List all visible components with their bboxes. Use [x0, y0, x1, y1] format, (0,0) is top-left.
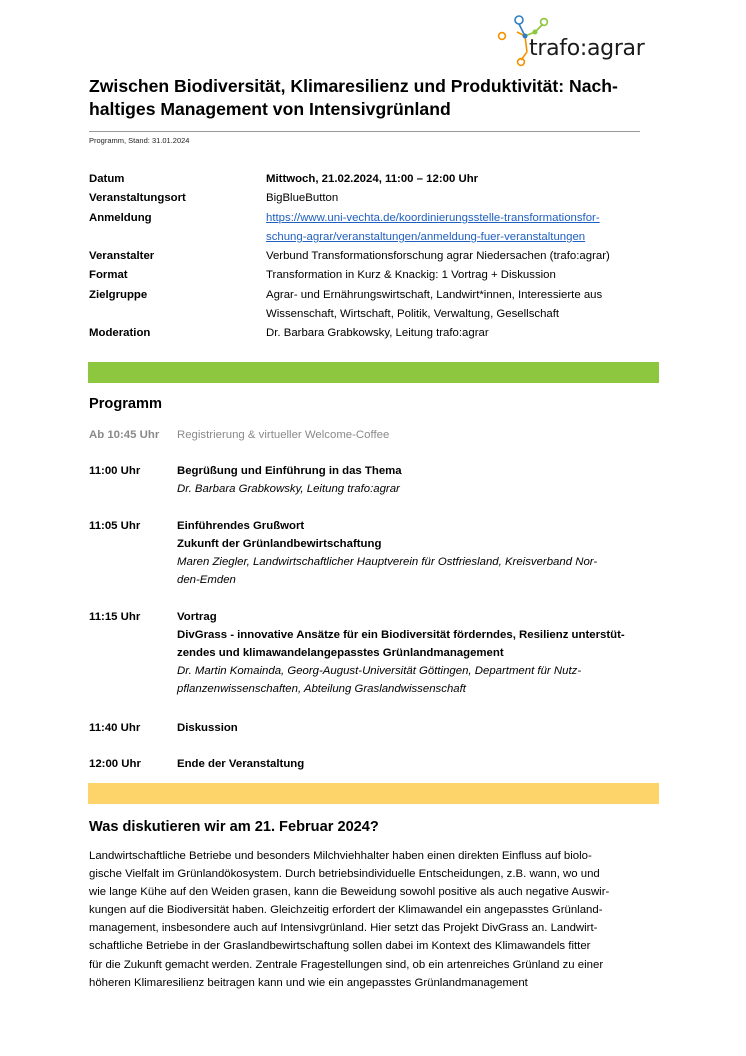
program-item-grusswort: [89, 517, 669, 589]
format-label: Format: [89, 269, 128, 282]
program-item-welcome: [89, 426, 669, 444]
body-line: management, insbesondere auch auf Intensivgrünland. Hier setzt das Projekt DivGrass an. Landwirt-: [89, 922, 598, 935]
info-row-zielgruppe: [89, 286, 669, 325]
yellow-separator-band: [88, 783, 659, 804]
program-person: Maren Ziegler, Landwirtschaftlicher Hauptverein für Ostfriesland, Kreisverband Nor-: [177, 556, 598, 568]
body-line: schaftliche Betriebe in der Graslandbewirtschaftung sollen dabei im Kontext des Klimawandels fitter: [89, 940, 591, 953]
ort-label: Veranstaltungsort: [89, 192, 186, 205]
moderation-value: Dr. Barbara Grabkowsky, Leitung trafo:agrar: [266, 327, 489, 340]
program-title: Vortrag: [177, 611, 217, 623]
body-line: für die Zukunft gemacht werden. Zentrale Fragestellungen sind, ob ein artenreiches Grünland zu einer: [89, 958, 604, 971]
title-line-1: Zwischen Biodiversität, Klimaresilienz und Produktivität: Nach-: [89, 76, 618, 96]
zielgruppe-line-2: Wissenschaft, Wirtschaft, Politik, Verwaltung, Gesellschaft: [266, 308, 560, 321]
program-status-date: Programm, Stand: 31.01.2024: [89, 136, 190, 145]
program-subtitle: DivGrass - innovative Ansätze für ein Biodiversität förderndes, Resilienz unterstüt-: [177, 629, 625, 641]
logo-wordmark: trafo:agrar: [529, 36, 645, 61]
event-info-table: [89, 170, 669, 344]
discussion-heading: Was diskutieren wir am 21. Februar 2024?: [89, 819, 379, 835]
info-row-ort: [89, 189, 669, 208]
body-line: höheren Klimaresilienz beitragen kann und wie ein angepasstes Grünlandmanagement: [89, 976, 528, 989]
zielgruppe-label: Zielgruppe: [89, 288, 148, 301]
zielgruppe-value: [266, 286, 669, 325]
info-row-datum: [89, 170, 669, 189]
datum-value: Mittwoch, 21.02.2024, 11:00 – 12:00 Uhr: [266, 173, 479, 185]
title-divider: [89, 131, 640, 132]
program-subtitle: Zukunft der Grünlandbewirtschaftung: [177, 538, 382, 550]
info-row-format: [89, 266, 669, 285]
zielgruppe-line-1: Agrar- und Ernährungswirtschaft, Landwirt*innen, Interessierte aus: [266, 288, 603, 301]
program-item-vortrag: [89, 608, 669, 698]
ort-value: BigBlueButton: [266, 192, 339, 205]
body-line: gische Vielfalt im Grünlandökosystem. Durch betriebsindividuelle Entscheidungen, z.B. wann, wo und: [89, 868, 600, 881]
program-time: 11:00 Uhr: [89, 465, 141, 477]
veranstalter-value: Verbund Transformationsforschung agrar Niedersachen (trafo:agrar): [266, 250, 610, 263]
info-row-veranstalter: [89, 247, 669, 266]
registration-link-line-2[interactable]: schung-agrar/veranstaltungen/anmeldung-fuer-veranstaltungen: [266, 230, 586, 243]
program-person: Dr. Martin Komainda, Georg-August-Universität Göttingen, Department für Nutz-: [177, 665, 582, 677]
body-line: wie lange Kühe auf den Weiden grasen, kann die Beweidung sowohl positive als auch negative Auswir-: [89, 886, 610, 899]
program-title: Ende der Veranstaltung: [177, 758, 305, 770]
program-title: Einführendes Grußwort: [177, 520, 305, 532]
program-subtitle-cont: zendes und klimawandelangepasstes Grünlandmanagement: [177, 647, 504, 659]
body-line: Landwirtschaftliche Betriebe und besonders Milchviehhalter haben einen direkten Einfluss auf biolo-: [89, 850, 592, 862]
program-title: Begrüßung und Einführung in das Thema: [177, 465, 402, 477]
datum-label: Datum: [89, 173, 125, 185]
discussion-body: [89, 847, 664, 992]
info-row-anmeldung: [89, 209, 669, 248]
program-person-cont: pflanzenwissenschaften, Abteilung Graslandwissenschaft: [177, 683, 466, 695]
page-title: [89, 75, 659, 121]
program-title: Diskussion: [177, 722, 238, 734]
program-time: Ab 10:45 Uhr: [89, 429, 160, 441]
format-value: Transformation in Kurz & Knackig: 1 Vortrag + Diskussion: [266, 269, 556, 282]
program-person-cont: den-Emden: [177, 574, 236, 586]
program-person: Dr. Barbara Grabkowsky, Leitung trafo:agrar: [177, 483, 400, 495]
program-time: 11:40 Uhr: [89, 722, 141, 734]
body-line: kungen auf die Biodiversität haben. Gleichzeitig erfordert der Klimawandel ein angepasstes Grünland-: [89, 904, 603, 917]
green-separator-band: [88, 362, 659, 383]
anmeldung-value: [266, 209, 669, 248]
registration-link-line-1[interactable]: https://www.uni-vechta.de/koordinierungsstelle-transformationsfor-: [266, 211, 600, 224]
programm-heading: Programm: [89, 396, 162, 412]
program-item-ende: [89, 755, 669, 773]
program-time: 11:05 Uhr: [89, 520, 141, 532]
info-row-moderation: [89, 324, 669, 343]
moderation-label: Moderation: [89, 327, 151, 340]
title-line-2: haltiges Management von Intensivgrünland: [89, 99, 451, 119]
program-time: 12:00 Uhr: [89, 758, 141, 770]
program-text: Registrierung & virtueller Welcome-Coffee: [177, 429, 390, 441]
veranstalter-label: Veranstalter: [89, 250, 155, 263]
anmeldung-label: Anmeldung: [89, 211, 152, 224]
program-item-begruessung: [89, 462, 669, 498]
program-time: 11:15 Uhr: [89, 611, 141, 623]
program-item-diskussion: [89, 719, 669, 737]
